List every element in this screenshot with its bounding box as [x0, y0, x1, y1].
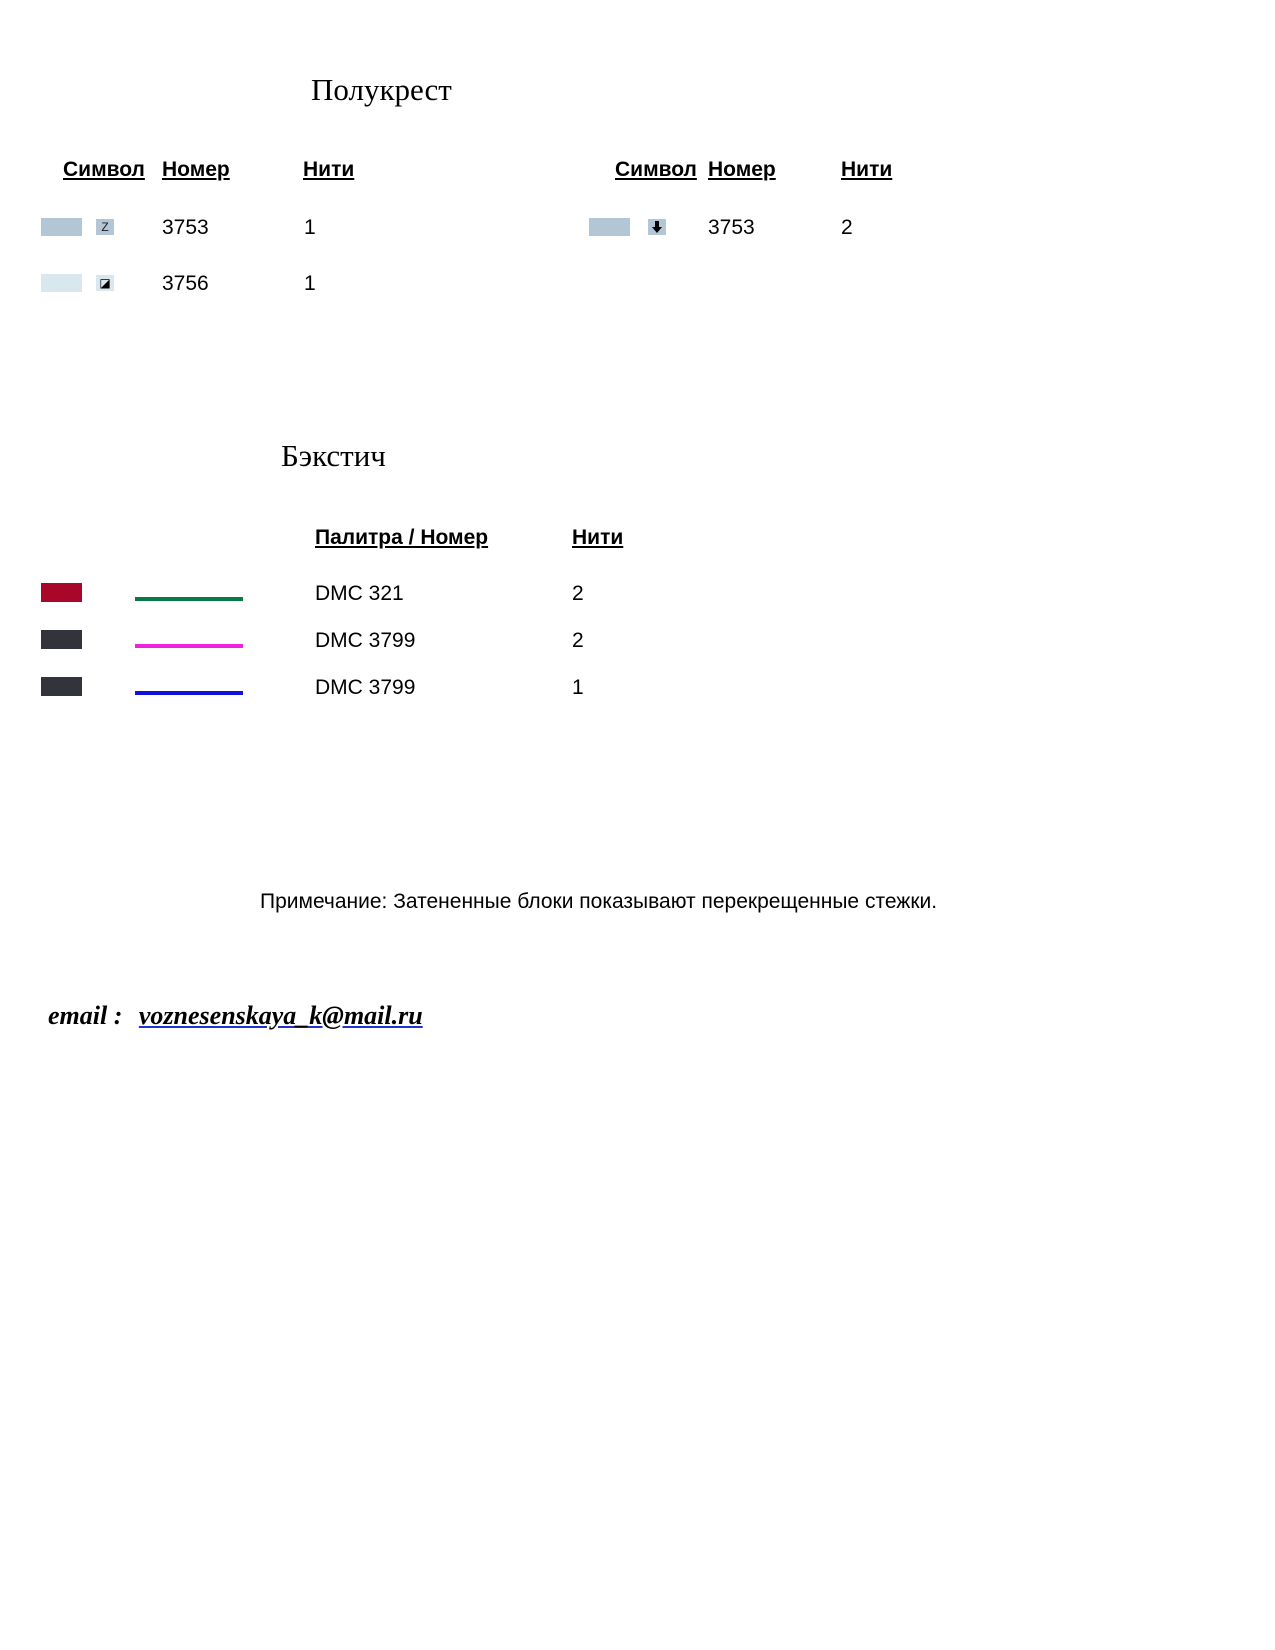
- color-swatch: [41, 274, 82, 292]
- thread-count: 1: [572, 676, 584, 699]
- down-arrow-icon: [648, 219, 666, 235]
- palette-number: DMC 321: [315, 582, 404, 605]
- email-line: [48, 1001, 423, 1031]
- backstitch-title: Бэкстич: [281, 438, 386, 473]
- email-label: email :: [48, 1001, 123, 1030]
- right-header-number: Номер: [708, 158, 776, 181]
- color-swatch: [41, 630, 82, 649]
- header-threads: Нити: [572, 526, 624, 549]
- half-cross-title: Полукрест: [311, 72, 452, 107]
- note-text: Примечание: Затененные блоки показывают перекрещенные стежки.: [260, 890, 938, 913]
- right-header-symbol: Символ: [615, 158, 697, 181]
- left-header-threads: Нити: [303, 158, 355, 181]
- header-palette-number: Палитра / Номер: [315, 526, 489, 549]
- z-icon: Z: [96, 219, 114, 235]
- thread-count: 2: [572, 629, 584, 652]
- right-header-threads: Нити: [841, 158, 893, 181]
- stitch-line-sample: [135, 644, 243, 648]
- color-swatch: [41, 677, 82, 696]
- thread-number: 3753: [708, 216, 755, 239]
- thread-count: 2: [572, 582, 584, 605]
- color-swatch: [41, 583, 82, 602]
- palette-number: DMC 3799: [315, 629, 416, 652]
- email-link[interactable]: voznesenskaya_k@mail.ru: [138, 1001, 423, 1030]
- thread-count: 1: [304, 216, 316, 239]
- half-filled-square-icon: ◪: [96, 275, 114, 291]
- thread-number: 3753: [162, 216, 209, 239]
- color-swatch: [589, 218, 630, 236]
- left-header-number: Номер: [162, 158, 230, 181]
- stitch-line-sample: [135, 597, 243, 601]
- palette-number: DMC 3799: [315, 676, 416, 699]
- left-header-symbol: Символ: [63, 158, 145, 181]
- thread-count: 2: [841, 216, 853, 239]
- thread-number: 3756: [162, 272, 209, 295]
- thread-count: 1: [304, 272, 316, 295]
- stitch-line-sample: [135, 691, 243, 695]
- color-swatch: [41, 218, 82, 236]
